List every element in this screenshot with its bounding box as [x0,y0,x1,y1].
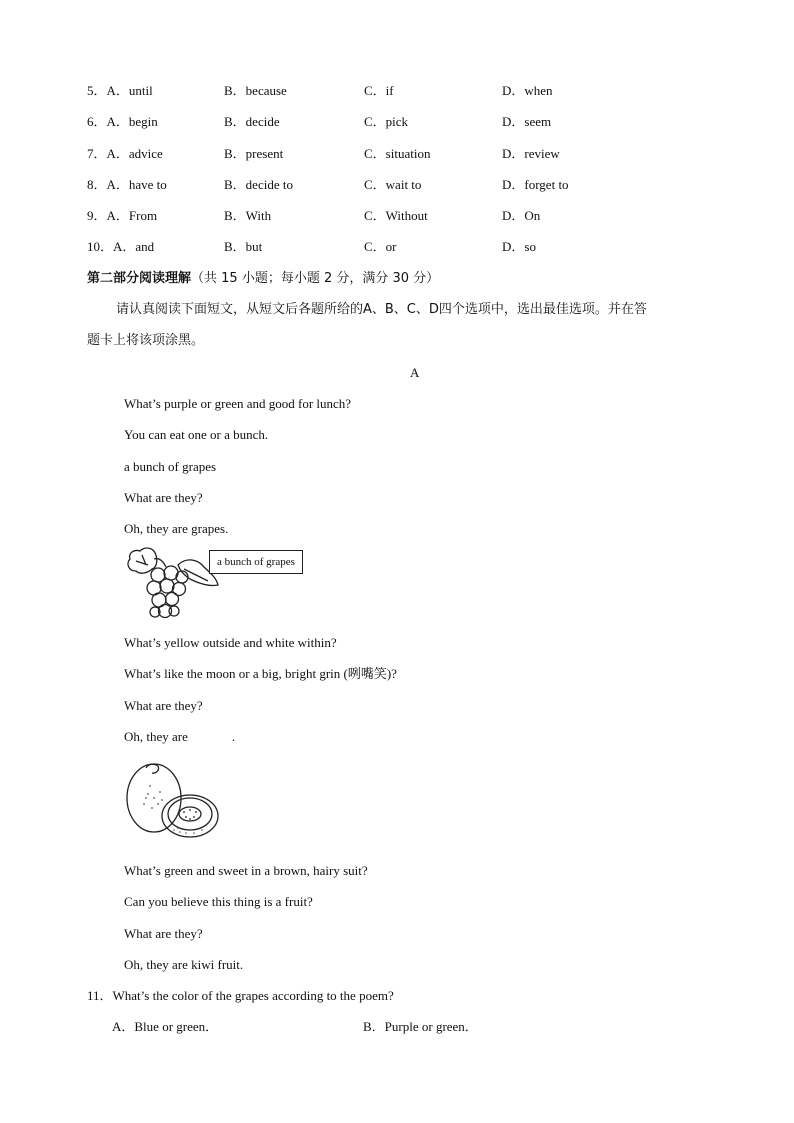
poem-line: What are they? [124,926,203,941]
poem-line: Can you believe this thing is a fruit? [124,894,313,909]
grapes-label: a bunch of grapes [209,550,303,574]
option-6a: 6．A．begin [87,114,158,129]
poem-line: What are they? [124,698,203,713]
option-8a: 8．A．have to [87,177,167,192]
blank-period: . [231,729,236,744]
poem-line: What are they? [124,490,203,505]
option-7a: 7．A．advice [87,146,163,161]
option-10b: B．but [224,239,263,254]
option-9a: 9．A．From [87,208,158,223]
option-5d: D．when [502,83,553,98]
option-5c: C．if [364,83,394,98]
option-10a: 10．A．and [87,239,155,254]
poem-line: a bunch of grapes [124,459,217,474]
option-8c: C．wait to [364,177,422,192]
poem-line: What’s purple or green and good for lunch? [124,396,352,411]
option-6c: C．pick [364,114,409,129]
poem-line-with-blank [124,729,235,745]
option-8d: D．forget to [502,177,569,192]
option-7b: B．present [224,146,284,161]
option-9b: B．With [224,208,272,223]
option-10d: D．so [502,239,536,254]
poem-line: Oh, they are [124,729,188,744]
option-6d: D．seem [502,114,552,129]
option-10c: C．or [364,239,397,254]
question-11-option-b: B．Purple or green． [363,1019,478,1034]
section-title: 第二部分阅读理解 [87,271,192,286]
poem-line: You can eat one or a bunch. [124,427,269,442]
instructions-line-1: 请认真阅读下面短文，从短文后各题所给的A、B、C、D四个选项中，选出最佳选项。并在答 [116,302,647,317]
poem-line: Oh, they are kiwi fruit. [124,957,244,972]
option-5a: 5．A．until [87,83,153,98]
poem-line: What’s green and sweet in a brown, hairy suit? [124,863,368,878]
option-8b: B．decide to [224,177,293,192]
poem-line: What’s like the moon or a big, bright grin (咧嘴笑)? [124,666,397,681]
instructions-line-2: 题卡上将该项涂黑。 [87,333,205,348]
poem-line: Oh, they are grapes. [124,521,229,536]
question-11-stem: 11．What’s the color of the grapes according to the poem? [87,988,394,1003]
section-note: （共 15 小题；每小题 2 分，满分 30 分） [191,271,440,286]
option-7d: D．review [502,146,560,161]
option-7c: C．situation [364,146,431,161]
option-5b: B．because [224,83,287,98]
option-9c: C．Without [364,208,428,223]
section-heading [87,271,439,287]
question-11-option-a: A．Blue or green． [112,1019,219,1034]
option-9d: D．On [502,208,541,223]
passage-label: A [410,365,420,380]
fruit-illustration [124,758,224,840]
option-6b: B．decide [224,114,280,129]
poem-line: What’s yellow outside and white within? [124,635,337,650]
